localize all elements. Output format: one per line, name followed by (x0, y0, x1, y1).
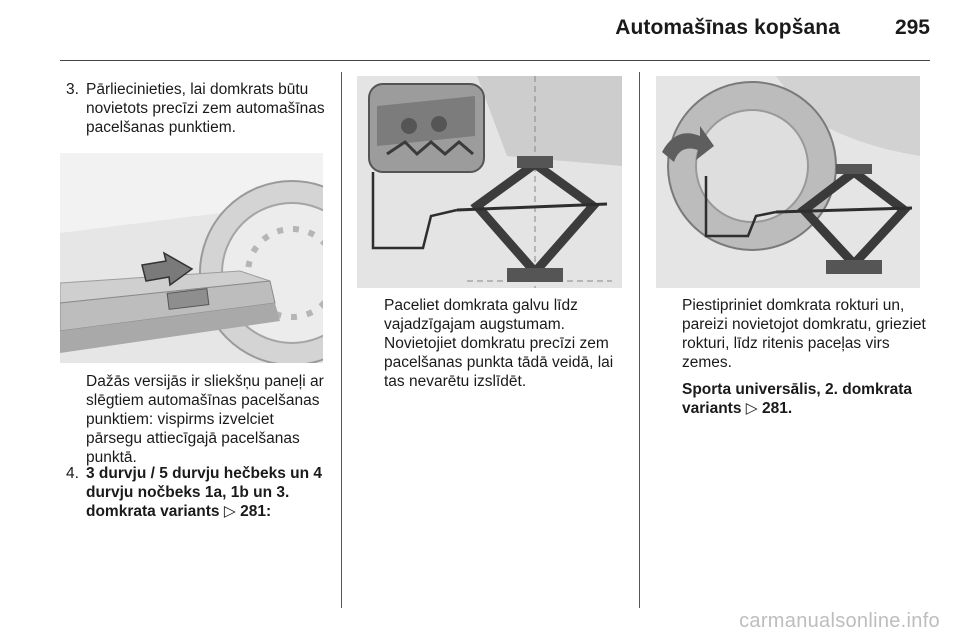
column-divider-2 (639, 72, 640, 608)
col3-page-ref: 281. (762, 400, 793, 417)
col2-instruction-text: Paceliet domkrata galvu līdz vajadzīgajam augstumam. Novietojiet domkratu precīzi zem pacelšanas punkta tādā veidā, lai tas nevarētu izslīdēt. (384, 297, 614, 390)
figure-sill-panel (60, 153, 323, 363)
sill-panel-note-text: Dažās versijās ir sliekšņu paneļi ar slēgtiem automašīnas pacelšanas punktiem: vispirms izvelciet pārsegu attiecīgajā pacelšanas punktā. (86, 373, 324, 466)
page-header-title: Automašīnas kopšana (615, 16, 840, 39)
reference-arrow-icon: ▷ (223, 503, 236, 520)
watermark: carmanualsonline.info (739, 610, 940, 632)
sill-panel-note (86, 372, 330, 467)
header-rule (60, 60, 930, 61)
column-divider-1 (341, 72, 342, 608)
step-4-text: 3 durvju / 5 durvju hečbeks un 4 durvju nočbeks 1a, 1b un 3. domkrata variants (86, 465, 323, 520)
step-3 (60, 80, 330, 137)
col3-variant-text: Sporta universālis, 2. domkrata variants (682, 381, 913, 417)
step-4-number: 4. (66, 465, 79, 482)
col3-instruction-text: Piestipriniet domkrata rokturi un, pareizi novietojot domkratu, grieziet rokturi, līdz ritenis paceļas virs zemes. (682, 297, 926, 371)
reference-arrow-icon: ▷ (745, 400, 758, 417)
page-number: 295 (894, 16, 930, 39)
step-4-page-ref: 281: (240, 503, 272, 520)
figure-jack-lifting-point (357, 76, 622, 288)
col2-instruction (384, 296, 626, 391)
figure-jack-handle (656, 76, 920, 288)
col3-instruction (682, 296, 930, 418)
step-3-text: Pārliecinieties, lai domkrats būtu novietots precīzi zem automašīnas pacelšanas punktiem. (86, 81, 325, 136)
step-4 (60, 464, 330, 521)
step-3-number: 3. (66, 81, 79, 98)
